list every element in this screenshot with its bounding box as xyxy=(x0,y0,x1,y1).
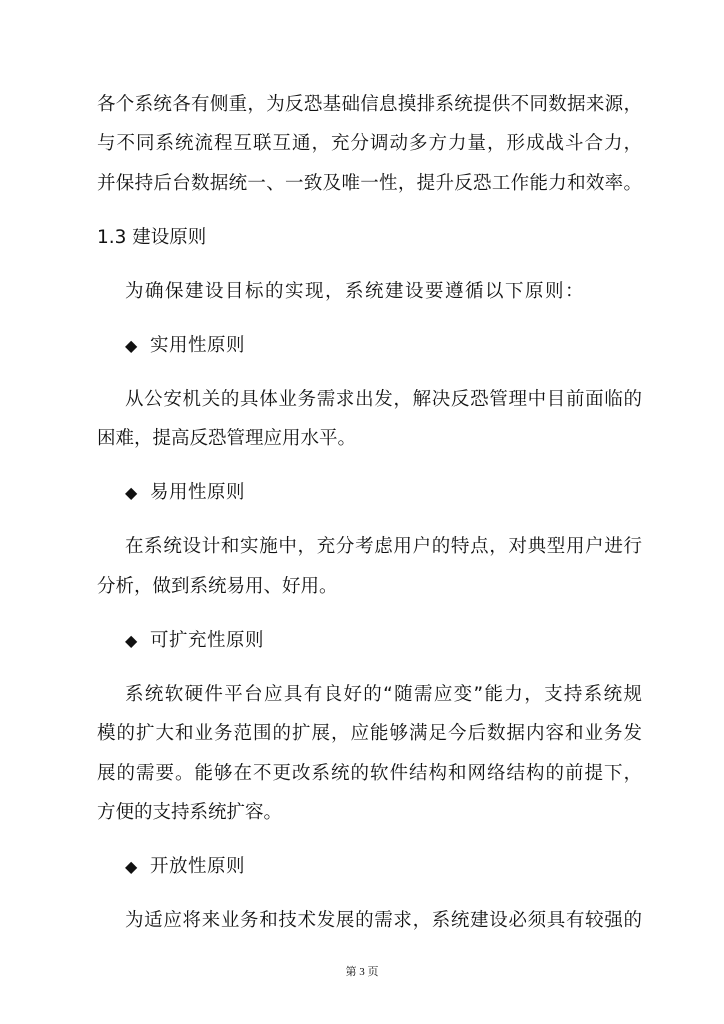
bullet-item xyxy=(97,847,642,886)
diamond-bullet-icon: ◆ xyxy=(125,483,138,503)
diamond-bullet-icon: ◆ xyxy=(125,856,138,876)
paragraph-line: 为适应将来业务和技术发展的需求，系统建设必须具有较强的 xyxy=(125,910,642,932)
principle-paragraph xyxy=(97,380,642,459)
principle-heading xyxy=(97,847,642,886)
principle-paragraph xyxy=(97,527,642,606)
page-body xyxy=(97,85,642,940)
section-heading: 1.3 建设原则 xyxy=(97,226,207,248)
principle-heading xyxy=(97,326,642,365)
diamond-bullet-icon: ◆ xyxy=(125,630,138,650)
principle-title: 实用性原则 xyxy=(150,334,246,356)
bullet-item xyxy=(97,473,642,512)
bullet-item xyxy=(97,326,642,365)
principle-heading xyxy=(97,621,642,660)
principle-title: 可扩充性原则 xyxy=(150,629,265,651)
page-number: 第 3 页 xyxy=(345,966,379,978)
paragraph-line: 并保持后台数据统一、一致及唯一性，提升反恐工作能力和效率。 xyxy=(97,172,642,194)
paragraph-line: 分析，做到系统易用、好用。 xyxy=(97,575,338,597)
paragraph-line: 模的扩大和业务范围的扩展，应能够满足今后数据内容和业务发 xyxy=(97,723,642,745)
principle-title: 开放性原则 xyxy=(150,855,246,877)
section-heading-block xyxy=(97,218,642,257)
principle-paragraph xyxy=(97,901,642,940)
paragraph-line: 从公安机关的具体业务需求出发，解决反恐管理中目前面临的 xyxy=(125,388,642,410)
principle-title: 易用性原则 xyxy=(150,482,246,504)
principle-paragraph xyxy=(97,675,642,832)
paragraph-line: 困难，提高反恐管理应用水平。 xyxy=(97,428,357,450)
paragraph-line: 展的需要。能够在不更改系统的软件结构和网络结构的前提下， xyxy=(97,762,642,784)
principle-heading xyxy=(97,473,642,512)
paragraph-line: 方便的支持系统扩容。 xyxy=(97,801,283,823)
bullet-item xyxy=(97,621,642,660)
paragraph-line: 在系统设计和实施中，充分考虑用户的特点，对典型用户进行 xyxy=(125,536,642,558)
intro-paragraph xyxy=(97,85,642,203)
paragraph-line: 为确保建设目标的实现，系统建设要遵循以下原则： xyxy=(125,280,586,302)
paragraph-line: 系统软硬件平台应具有良好的“随需应变”能力，支持系统规 xyxy=(125,683,642,705)
lead-paragraph xyxy=(97,272,642,311)
paragraph-line: 各个系统各有侧重，为反恐基础信息摸排系统提供不同数据来源， xyxy=(97,94,642,115)
diamond-bullet-icon: ◆ xyxy=(125,335,138,355)
paragraph-line: 与不同系统流程互联互通，充分调动多方力量，形成战斗合力， xyxy=(97,133,642,155)
